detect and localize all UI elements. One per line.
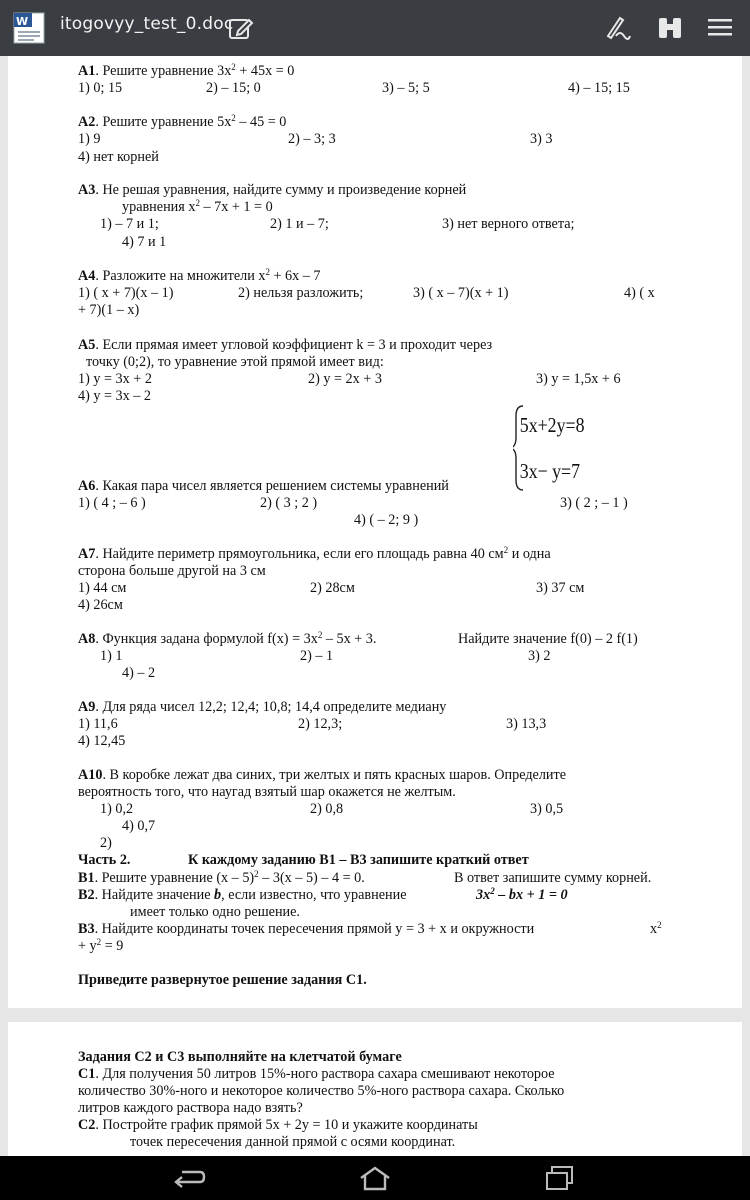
- question-c1-line3: литров каждого раствора надо взять?: [78, 1100, 303, 1116]
- svg-text:W: W: [16, 15, 29, 28]
- answer-option: 3) ( 2 ; – 1 ): [560, 495, 628, 511]
- system-eq-1: 5x+2y=8: [519, 414, 585, 438]
- answer-option: 3) 13,3: [506, 716, 547, 732]
- answer-option: 4) ( x: [624, 285, 655, 301]
- answer-option: 1) 0; 15: [78, 80, 123, 96]
- answer-option: 4) 7 и 1: [122, 234, 167, 250]
- answer-option: 3) 37 см: [536, 580, 585, 596]
- back-icon[interactable]: [168, 1164, 208, 1192]
- document-page-2: [8, 1022, 742, 1156]
- answer-option: 4) – 15; 15: [568, 80, 630, 96]
- recent-apps-icon[interactable]: [540, 1164, 580, 1192]
- question-a4: А4. Разложите на множители $x^2 + 6x - 7$: [78, 267, 321, 284]
- document-page-1: [8, 56, 742, 1008]
- home-icon[interactable]: [355, 1164, 395, 1192]
- question-a3-equation: уравнения $x^2 - 7x + 1 = 0$: [122, 198, 273, 215]
- question-a1: А1. Решите уравнение $3x^2 + 45x = 0$: [78, 62, 295, 79]
- answer-option: 1) – 7 и 1;: [100, 216, 159, 232]
- answer-option: 3) 2: [528, 648, 551, 664]
- question-a10: А10. В коробке лежат два синих, три желтых и пять красных шаров. Определите: [78, 767, 567, 783]
- question-a10-line2: вероятность того, что наугад взятый шар окажется не желтым.: [78, 784, 456, 800]
- question-b3: В3. Найдите координаты точек пересечения прямой y = 3 + x и окружности: [78, 921, 535, 937]
- question-a5: А5. Если прямая имеет угловой коэффициент k = 3 и проходит через: [78, 337, 493, 353]
- answer-option: 1) ( 4 ; – 6 ): [78, 495, 146, 511]
- answer-option: 1) 9: [78, 131, 101, 147]
- answer-option: 4) ( – 2; 9 ): [354, 512, 419, 528]
- question-b2-equation: $3x^2$ – bx + 1 = 0: [476, 886, 568, 903]
- answer-option: 1) 0,2: [100, 801, 134, 817]
- answer-option: 2) 0,8: [310, 801, 344, 817]
- navigation-bar: [0, 1156, 750, 1200]
- answer-option: 2) нельзя разложить;: [238, 285, 364, 301]
- question-a9: А9. Для ряда чисел 12,2; 12,4; 10,8; 14,4 определите медиану: [78, 699, 447, 715]
- answer-option: 4) 12,45: [78, 733, 126, 749]
- question-a2: А2. Решите уравнение $5x^2 - 45 = 0$: [78, 113, 287, 130]
- equation-system: [513, 402, 593, 494]
- answer-option: 1) ( x + 7)(x – 1): [78, 285, 174, 301]
- question-c2-line2: точек пересечения данной прямой с осями координат.: [130, 1134, 456, 1150]
- question-c1: С1. Для получения 50 литров 15%-ного раствора сахара смешивают некоторое: [78, 1066, 555, 1082]
- answer-option: 2) 28см: [310, 580, 355, 596]
- word-app-icon[interactable]: [12, 11, 46, 45]
- part2-title: Часть 2.: [78, 852, 131, 868]
- document-title: itogovyy_test_0.doc: [60, 14, 234, 34]
- question-a8-find: Найдите значение f(0) – 2 f(1): [458, 631, 638, 647]
- answer-option: 1) 44 см: [78, 580, 127, 596]
- c1-prompt: Приведите развернутое решение задания С1.: [78, 972, 367, 988]
- system-eq-2: 3x− y=7: [519, 460, 581, 484]
- answer-option: 2) ( 3 ; 2 ): [260, 495, 318, 511]
- question-a6: А6. Какая пара чисел является решением системы уравнений: [78, 478, 449, 494]
- answer-option: 2) – 15; 0: [206, 80, 261, 96]
- part2-instruction: К каждому заданию В1 – В3 запишите краткий ответ: [188, 852, 529, 868]
- answer-option: 2) 1 и – 7;: [270, 216, 329, 232]
- question-b1-note: В ответ запишите сумму корней.: [454, 870, 652, 886]
- answer-option: 2): [100, 835, 112, 851]
- question-a7: А7. Найдите периметр прямоугольника, если его площадь равна 40 $см^2$ и одна: [78, 545, 551, 562]
- question-b2: В2. Найдите значение b, если известно, что уравнение: [78, 887, 407, 903]
- question-b2-line2: имеет только одно решение.: [130, 904, 300, 920]
- menu-icon[interactable]: [704, 12, 736, 44]
- answer-option: 1) 1: [100, 648, 123, 664]
- answer-option: 3) ( x – 7)(x + 1): [413, 285, 509, 301]
- page2-heading: Задания С2 и С3 выполняйте на клетчатой бумаге: [78, 1049, 402, 1065]
- question-b1: В1. Решите уравнение (x – 5)$^2$ – 3(x – 5) – 4 = 0.: [78, 869, 365, 886]
- answer-option: 2) y = 2x + 3: [308, 371, 382, 387]
- binoculars-icon[interactable]: [654, 12, 686, 44]
- app-toolbar: [0, 0, 750, 56]
- question-a7-line2: сторона больше другой на 3 см: [78, 563, 266, 579]
- question-a3: А3. Не решая уравнения, найдите сумму и произведение корней: [78, 182, 467, 198]
- answer-option: 4) – 2: [122, 665, 156, 681]
- answer-option: 2) 12,3;: [298, 716, 343, 732]
- question-a8: А8. Функция задана формулой $f(x) = 3x^2 - 5x + 3$.: [78, 630, 377, 647]
- answer-option: 3) 0,5: [530, 801, 564, 817]
- answer-option: 2) – 1: [300, 648, 334, 664]
- question-c1-line2: количество 30%-ного и некоторое количество 5%-ного раствора сахара. Сколько: [78, 1083, 565, 1099]
- answer-option: 3) 3: [530, 131, 553, 147]
- answer-option: 4) 26см: [78, 597, 123, 613]
- answer-option: 4) 0,7: [122, 818, 156, 834]
- answer-option: 3) нет верного ответа;: [442, 216, 575, 232]
- answer-option: 1) y = 3x + 2: [78, 371, 152, 387]
- question-c2: С2. Постройте график прямой 5x + 2y = 10 и укажите координаты: [78, 1117, 478, 1133]
- answer-option-continued: + 7)(1 – x): [78, 302, 140, 318]
- answer-option: 3) – 5; 5: [382, 80, 430, 96]
- answer-option: 3) y = 1,5x + 6: [536, 371, 621, 387]
- question-a5-line2: точку (0;2), то уравнение этой прямой имеет вид:: [86, 354, 384, 370]
- question-b3-x-term: $x^2$: [650, 920, 662, 937]
- edit-icon[interactable]: [224, 12, 256, 44]
- answer-option: 1) 11,6: [78, 716, 118, 732]
- answer-option: 4) y = 3x – 2: [78, 388, 152, 404]
- answer-option: 4) нет корней: [78, 149, 159, 165]
- answer-option: 2) – 3; 3: [288, 131, 336, 147]
- pen-icon[interactable]: [600, 12, 632, 44]
- question-b3-line2: + $y^2 = 9$: [78, 937, 124, 954]
